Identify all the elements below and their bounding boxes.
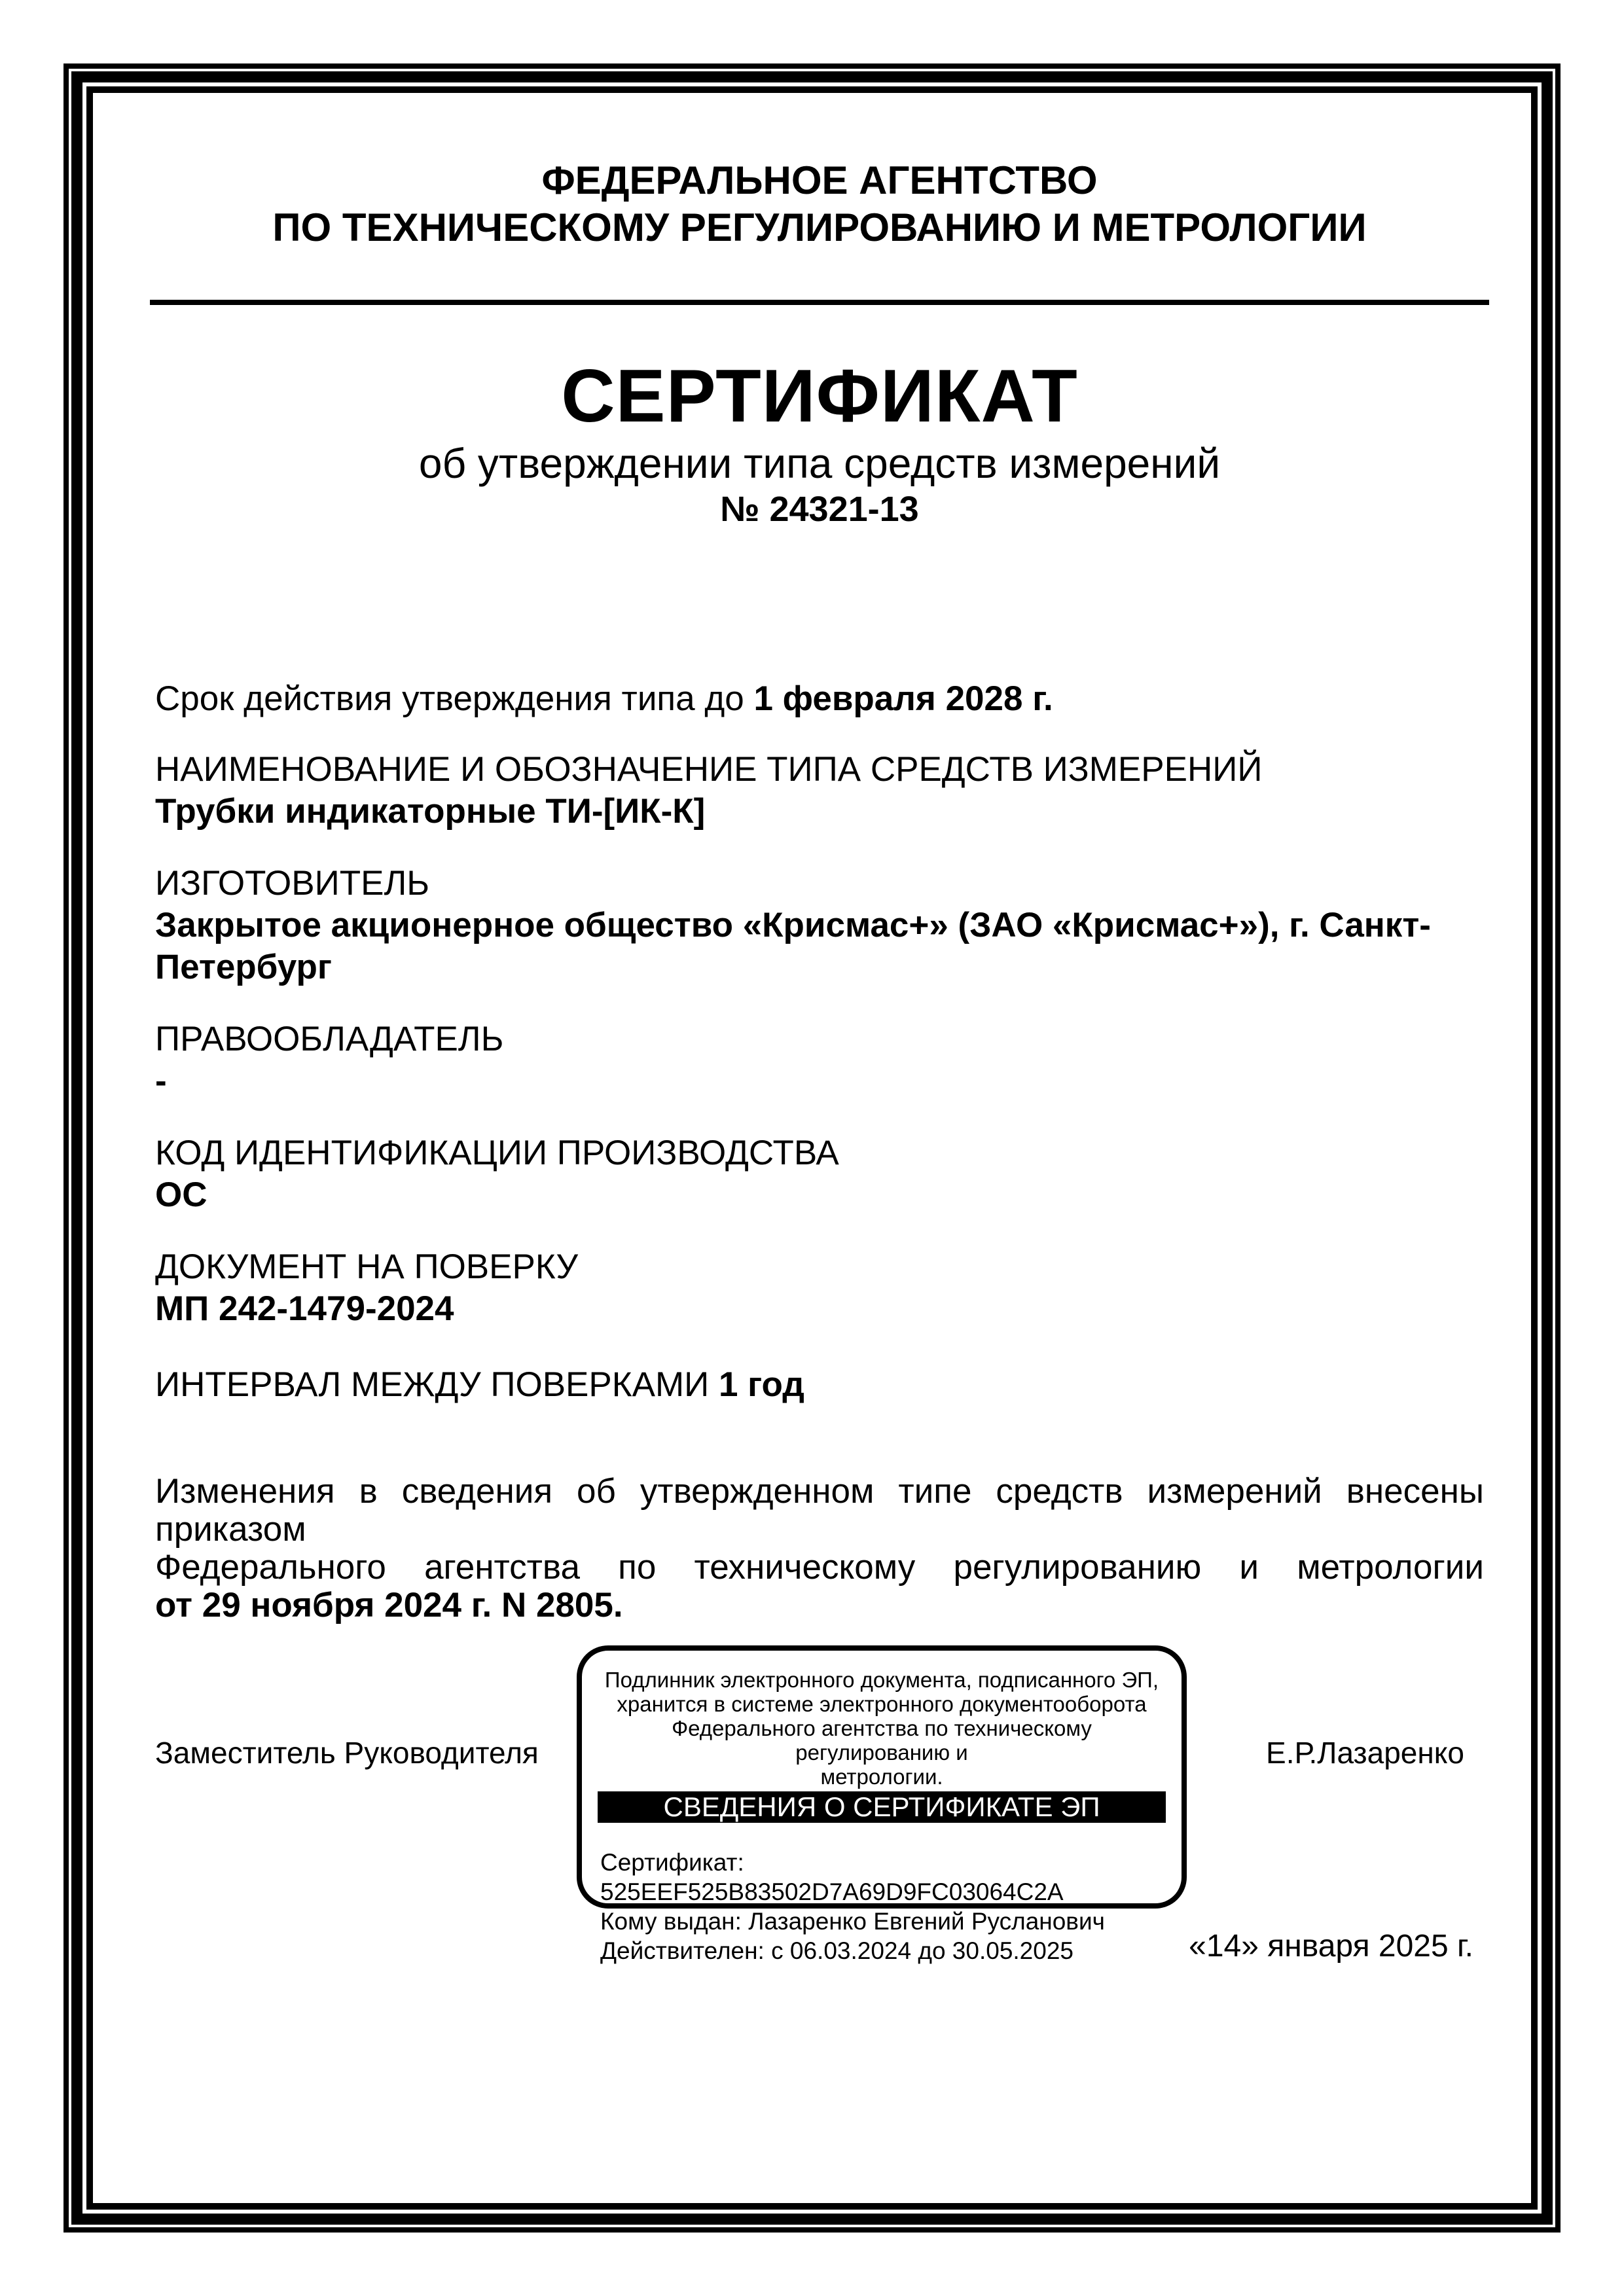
signatory-position: Заместитель Руководителя bbox=[155, 1736, 539, 1770]
stamp-valid-value: с 06.03.2024 до 30.05.2025 bbox=[771, 1937, 1074, 1964]
stamp-description bbox=[600, 1668, 1163, 1789]
page-border-outer bbox=[63, 63, 1561, 2233]
production-code-value: ОС bbox=[155, 1175, 208, 1214]
issue-date: «14» января 2025 г. bbox=[1189, 1929, 1473, 1964]
validity-prefix: Срок действия утверждения типа до bbox=[155, 679, 754, 718]
verification-doc-label: ДОКУМЕНТ НА ПОВЕРКУ bbox=[155, 1247, 578, 1286]
esignature-stamp bbox=[577, 1645, 1187, 1964]
stamp-description-line1: Подлинник электронного документа, подписанного ЭП, bbox=[604, 1668, 1159, 1692]
document-subtitle: об утверждении типа средств измерений bbox=[418, 440, 1221, 487]
stamp-cert-label: Сертификат: bbox=[600, 1849, 744, 1876]
field-type-name bbox=[155, 749, 1484, 833]
header-divider bbox=[150, 300, 1489, 305]
field-production-code bbox=[155, 1132, 1484, 1216]
production-code-label: КОД ИДЕНТИФИКАЦИИ ПРОИЗВОДСТВА bbox=[155, 1134, 839, 1172]
certificate-number: № 24321-13 bbox=[720, 490, 919, 529]
stamp-issued-row bbox=[600, 1907, 1163, 1936]
certificate-content bbox=[93, 93, 1531, 2203]
signatory-name: Е.Р.Лазаренко bbox=[1266, 1736, 1464, 1770]
stamp-description-line2: хранится в системе электронного документооборота bbox=[617, 1692, 1147, 1716]
stamp-valid-label: Действителен: bbox=[600, 1937, 765, 1964]
stamp-description-line4: метрологии. bbox=[820, 1765, 943, 1789]
page-border-middle bbox=[71, 71, 1553, 2225]
field-manufacturer bbox=[155, 863, 1484, 988]
validity-value: 1 февраля 2028 г. bbox=[753, 679, 1053, 718]
amendment-line2: Федерального агентства по техническому регулированию и метрологии bbox=[155, 1548, 1484, 1587]
manufacturer-value: Закрытое акционерное общество «Крисмас+» (ЗАО «Крисмас+»), г. Санкт-Петербург bbox=[155, 906, 1431, 986]
page-border-inner bbox=[86, 86, 1538, 2210]
amendment-paragraph bbox=[155, 1473, 1484, 1624]
agency-name-line2: ПО ТЕХНИЧЕСКОМУ РЕГУЛИРОВАНИЮ И МЕТРОЛОГИИ bbox=[272, 206, 1367, 249]
type-name-label: НАИМЕНОВАНИЕ И ОБОЗНАЧЕНИЕ ТИПА СРЕДСТВ ИЗМЕРЕНИЙ bbox=[155, 750, 1263, 789]
stamp-title-bar: СВЕДЕНИЯ О СЕРТИФИКАТЕ ЭП bbox=[598, 1791, 1166, 1823]
manufacturer-label: ИЗГОТОВИТЕЛЬ bbox=[155, 864, 430, 903]
stamp-description-line3: Федерального агентства по техническому регулированию и bbox=[672, 1716, 1092, 1765]
type-name-value: Трубки индикаторные ТИ-[ИК-К] bbox=[155, 792, 706, 831]
stamp-valid-row bbox=[600, 1936, 1163, 1965]
verification-doc-value: МП 242-1479-2024 bbox=[155, 1289, 454, 1328]
interval-label: ИНТЕРВАЛ МЕЖДУ ПОВЕРКАМИ bbox=[155, 1365, 719, 1404]
field-interval bbox=[155, 1364, 1484, 1406]
document-title: СЕРТИФИКАТ bbox=[561, 355, 1078, 438]
stamp-issued-label: Кому выдан: bbox=[600, 1908, 742, 1935]
stamp-details bbox=[600, 1848, 1163, 1965]
validity-line bbox=[155, 679, 1484, 719]
amendment-line3: от 29 ноября 2024 г. N 2805. bbox=[155, 1586, 623, 1624]
field-verification-doc bbox=[155, 1246, 1484, 1330]
amendment-line1: Изменения в сведения об утвержденном типе средств измерений внесены приказом bbox=[155, 1472, 1484, 1549]
stamp-issued-value: Лазаренко Евгений Русланович bbox=[748, 1908, 1105, 1935]
stamp-cert-row bbox=[600, 1848, 1163, 1907]
interval-value: 1 год bbox=[718, 1365, 804, 1404]
agency-header bbox=[155, 157, 1484, 251]
stamp-cert-value: 525EEF525B83502D7A69D9FC03064C2A bbox=[600, 1878, 1064, 1905]
field-rights-holder bbox=[155, 1018, 1484, 1102]
rights-holder-value: - bbox=[155, 1062, 167, 1100]
agency-name-line1: ФЕДЕРАЛЬНОЕ АГЕНТСТВО bbox=[541, 158, 1098, 202]
rights-holder-label: ПРАВООБЛАДАТЕЛЬ bbox=[155, 1020, 504, 1058]
